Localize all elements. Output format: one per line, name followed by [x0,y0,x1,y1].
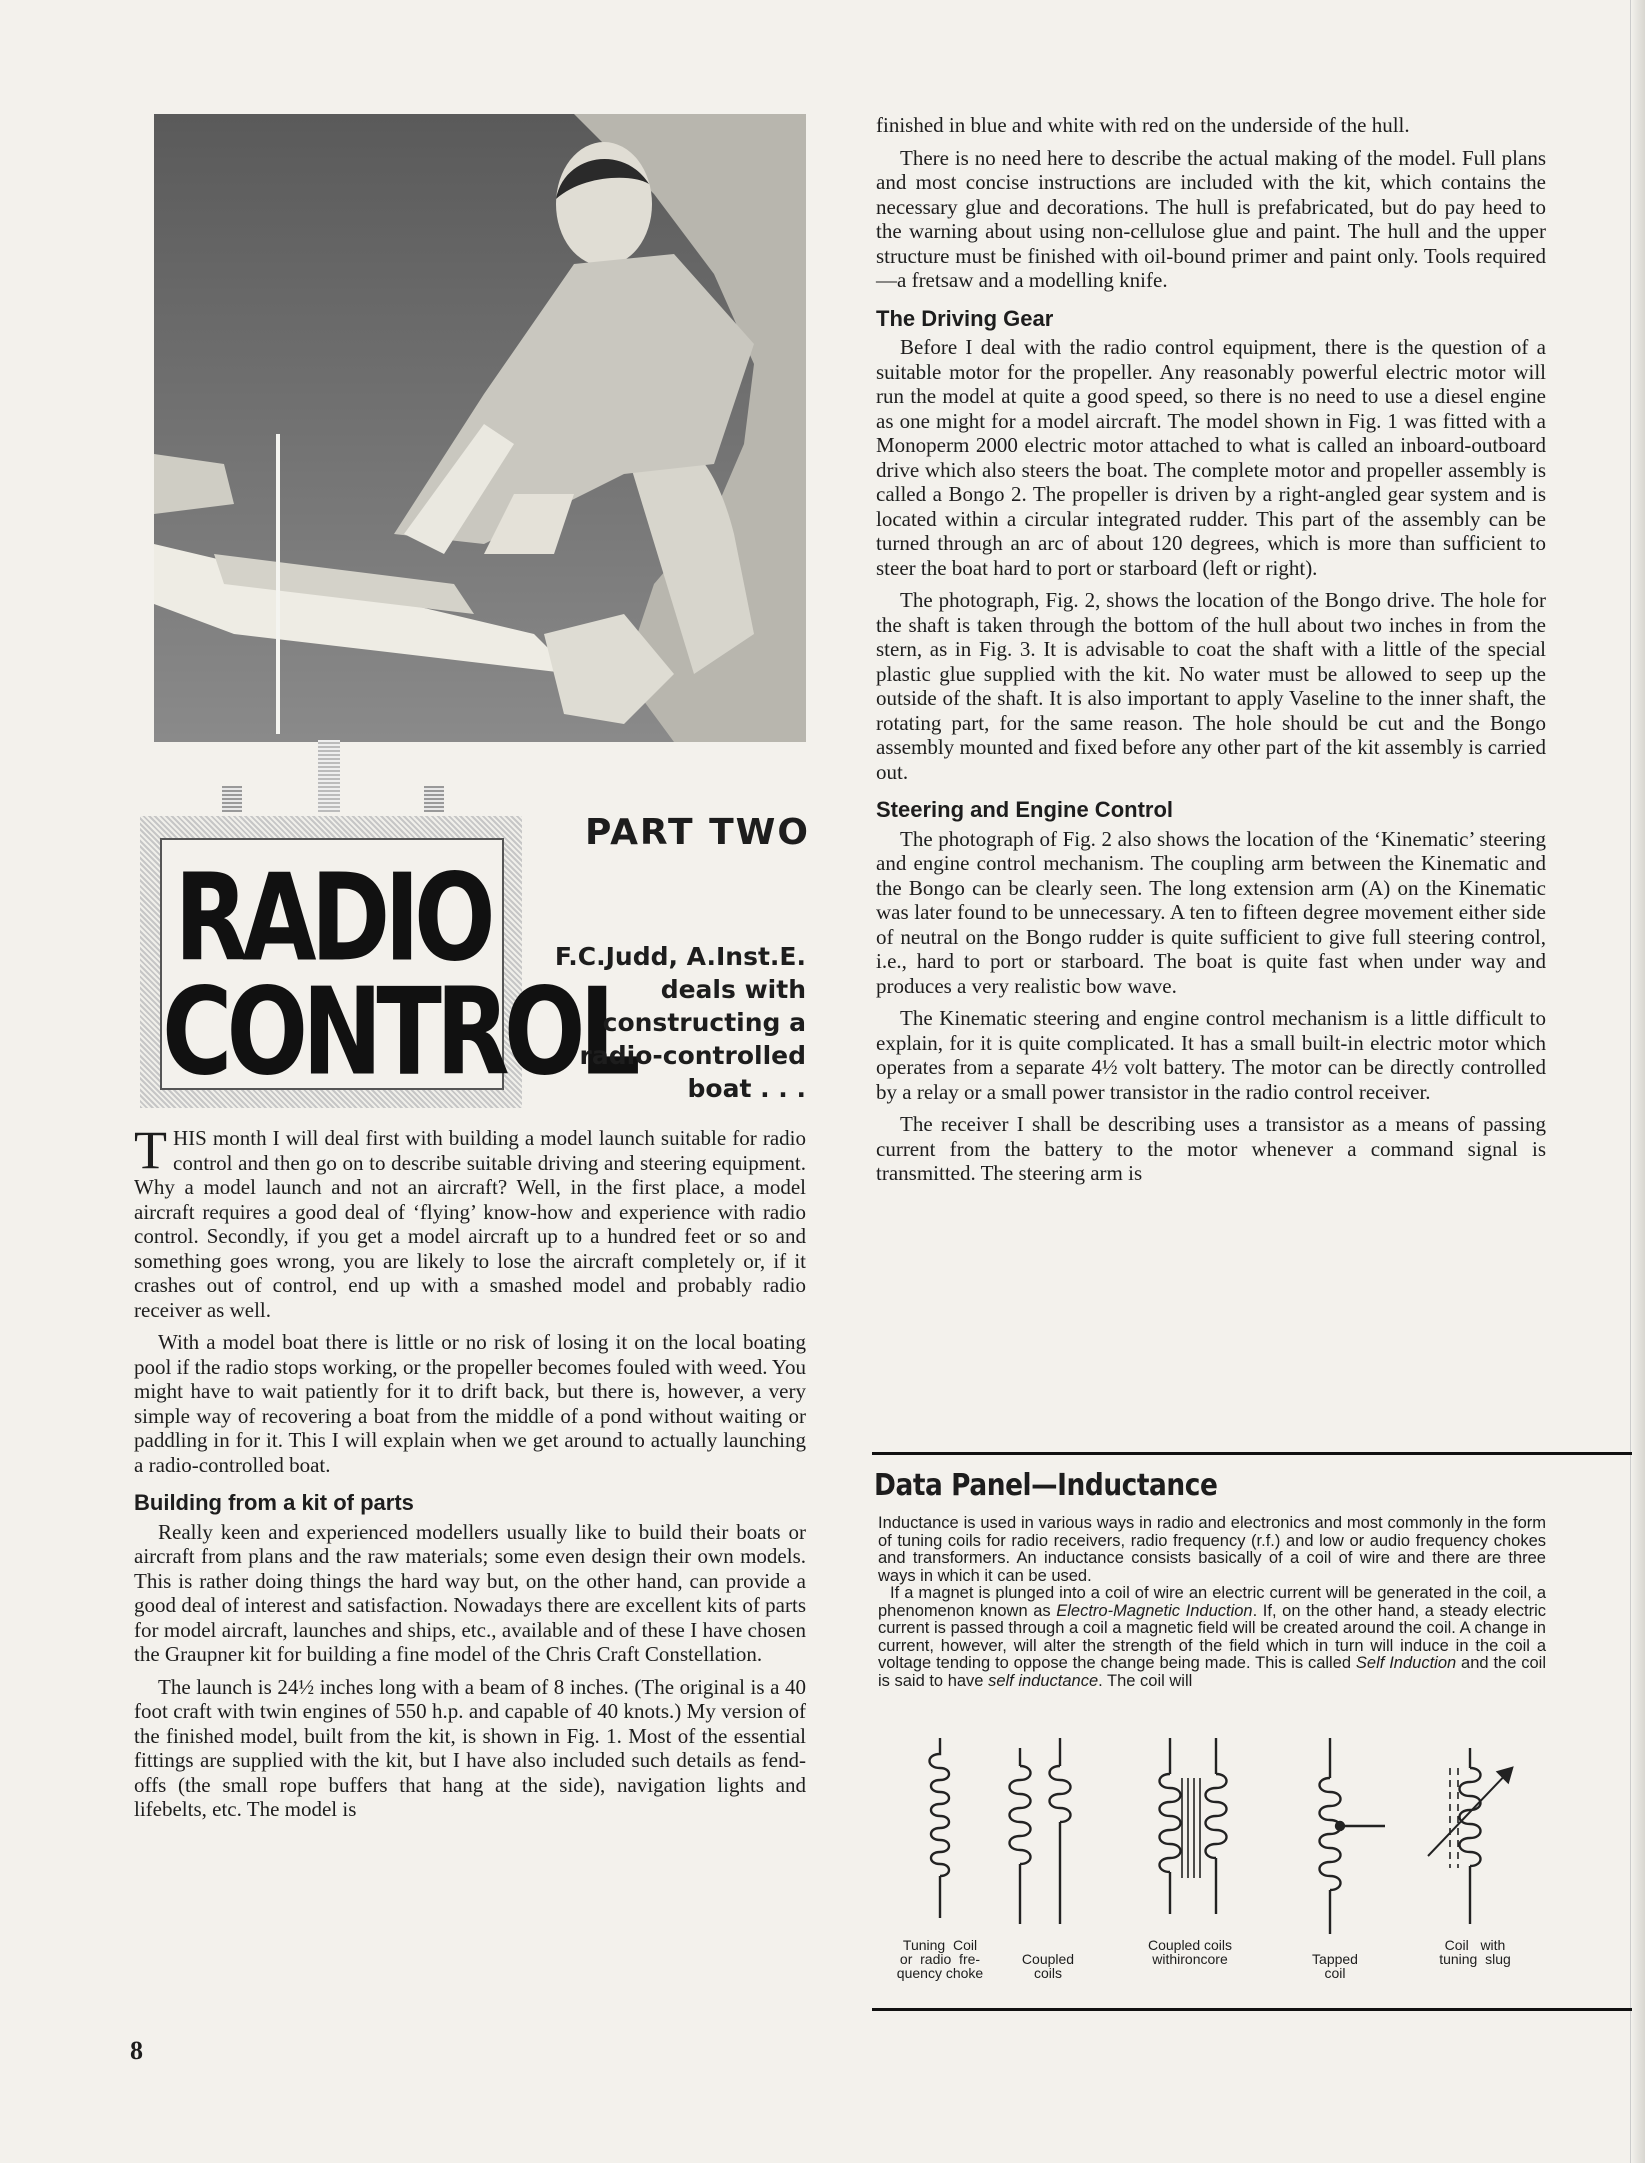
antenna-mast-graphic [318,740,340,812]
paragraph: The photograph, Fig. 2, shows the location of the Bongo drive. The hole for the shaft is taken through the bottom of the hull about two inches in from the stern, as in Fig. 3. It is advisable to coat the shaft with a little of the special plastic glue supplied with the kit. No water must be allowed to seep up the outside of the shaft. It is also important to apply Vaseline to the inner shaft, the rotating part, for the same reason. The hole should be cut and the Bongo assembly mounted and fixed before any other part of the kit assembly is carried out. [876,588,1546,784]
intro-paragraph: THIS month I will deal first with building a model launch suitable for radio control and then go on to describe suitable driving and steering equipment. Why a model launch and not an aircraft? Well, in the first place, a model aircraft requires a good deal of ‘flying’ know-how and experience with radio control. Secondly, if you get a model aircraft up to a hundred feet or so and something goes wrong, you are likely to lose the aircraft completely or, if it crashes out of control, end up with a smashed model and probably radio receiver as well. [134,1120,806,1322]
data-panel-text [878,1515,1546,1690]
byline-line: boat . . . [687,1074,806,1103]
paragraph: Really keen and experienced modellers usually like to build their boats or aircraft from plans and the raw materials; some even design their own models. This is rather doing things the hard way but, on the other hand, can provide a good deal of interest and satisfaction. Nowadays there are excellent kits of parts for model aircraft, launches and ships, etc., available and of these I have chosen the Graupner kit for building a fine model of the Chris Craft Constellation. [134,1519,806,1666]
data-panel-title: Data Panel—Inductance [874,1468,1218,1503]
panel-paragraph: If a magnet is plunged into a coil of wire an electric current will be generated in the coil, a phenomenon known as Electro-Magnetic Induction. If, on the other hand, a steady electric current is passed through a coil a magnetic field will be created around the coil. A change in current, however, will alter the strength of the field which in turn will induce in the coil a voltage tending to oppose the change being made. This is called Self Induction and the coil is said to have self inductance. The coil will [878,1584,1546,1690]
byline-line: constructing a [602,1008,806,1037]
page-edge-shadow [1631,0,1645,2163]
paragraph: The photograph of Fig. 2 also shows the location of the ‘Kinematic’ steering and engine control mechanism. The coupling arm between the Kinematic and the Bongo can be clearly seen. The long extension arm (A) on the Kinematic was later found to be unnecessary. A ten to fifteen degree movement either side of neutral on the Bongo rudder is quite sufficient to give full steering control, i.e., hard to port or starboard. The boat is quite fast when under way and produces a very realistic bow wave. [876,826,1546,998]
title-inner [160,838,635,1102]
paragraph: Before I deal with the radio control equipment, there is the question of a suitable motor for the propeller. Any reasonably powerful electric motor will run the model at quite a good speed, so there is no need to use a diesel engine as one might for a model aircraft. The model shown in Fig. 1 was fitted with a Monoperm 2000 electric motor attached to what is called an inboard-outboard drive which also steers the boat. The complete motor and propeller assembly is called a Bongo 2. The propeller is driven by a right-angled gear system and is located within a circular integrated rudder. This part of the assembly can be turned through an arc of about 120 degrees, which is more than sufficient to steer the boat hard to port or starboard (left or right). [876,335,1546,580]
signal-marker-graphic [222,786,242,812]
panel-paragraph: Inductance is used in various ways in radio and electronics and most commonly in the form of tuning coils for radio receivers, radio frequency (r.f.) and low or audio frequency chokes and transformers. An inductance consists basically of a coil of wire and there are three ways in which it can be used. [878,1514,1546,1585]
title-box [140,816,635,1108]
caption-tuning-coil: Tuning Coil or radio fre- quency choke [896,1937,984,1981]
byline-line: radio-controlled [579,1041,806,1070]
paragraph: The launch is 24½ inches long with a beam of 8 inches. (The original is a 40 foot craft with twin engines of 550 h.p. and capable of 40 knots.) My version of the finished model, built from the kit, is shown in Fig. 1. Most of the essential fittings are supplied with the kit, but I have also included such details as fend-offs (the small rope buffers that hang at the side), navigation lights and lifebelts, etc. The model is [134,1674,806,1821]
inductance-diagrams [880,1738,1540,1981]
paragraph: With a model boat there is little or no risk of losing it on the local boating pool if the radio stops working, or the propeller becomes fouled with weed. You might have to wait patiently for it to drift back, but there is, however, a very simple way of recovering a boat from the middle of a pond without waiting or paddling in for it. This I will explain when we get around to actually launching a radio-controlled boat. [134,1330,806,1477]
caption-tuning-slug: Coil with tuning slug [1439,1937,1511,1967]
panel-bottom-rule [872,2008,1632,2011]
byline [530,940,806,1105]
paragraph: finished in blue and white with red on the underside of the hull. [876,113,1410,137]
byline-line: deals with [660,975,806,1004]
drop-cap: T [134,1120,167,1180]
paragraph: The receiver I shall be describing uses a transistor as a means of passing current from the battery to the motor whenever a command signal is transmitted. The steering arm is [876,1112,1546,1185]
section-heading-kit: Building from a kit of parts [134,1490,414,1515]
paragraph: There is no need here to describe the actual making of the model. Full plans and most concise instructions are included with the kit, which contains the necessary glue and decorations. The hull is prefabricated, but do pay heed to the warning about using non-cellulose glue and paint. The hull and the upper structure must be finished with oil-bound primer and paint only. Tools required—a fretsaw and a modelling knife. [876,145,1546,292]
tuning-slug-coil-diagram [1428,1748,1512,1924]
caption-iron-core: Coupled coils withironcore [1147,1937,1233,1967]
paragraph: The Kinematic steering and engine control mechanism is a little difficult to explain, for it is quite complicated. It has a small built-in electric motor which operates from a separate 4½ volt battery. The motor can be directly controlled by a relay or a small power transistor in the radio control receiver. [876,1006,1546,1104]
photo-man-with-model-boat [154,114,806,742]
left-column [134,1120,806,1830]
title-radio: RADIO [174,848,490,988]
caption-coupled-coils: Coupled coils [1021,1951,1075,1981]
page-number: 8 [130,2036,143,2065]
right-column [876,113,1546,1194]
title-control: CONTROL [162,962,635,1102]
tapped-coil-diagram [1320,1738,1386,1934]
tuning-coil-diagram [930,1738,950,1918]
signal-marker-graphic [424,786,444,812]
section-heading-steering: Steering and Engine Control [876,797,1174,822]
coupled-coils-diagram [1010,1738,1071,1924]
part-heading: PART TWO [584,812,810,853]
iron-core-coils-diagram [1160,1738,1227,1914]
section-heading-driving-gear: The Driving Gear [876,305,1054,331]
byline-author: F.C.Judd, A.Inst.E. [554,942,806,971]
caption-tapped-coil: Tapped coil [1312,1951,1358,1981]
panel-top-rule [872,1452,1632,1455]
